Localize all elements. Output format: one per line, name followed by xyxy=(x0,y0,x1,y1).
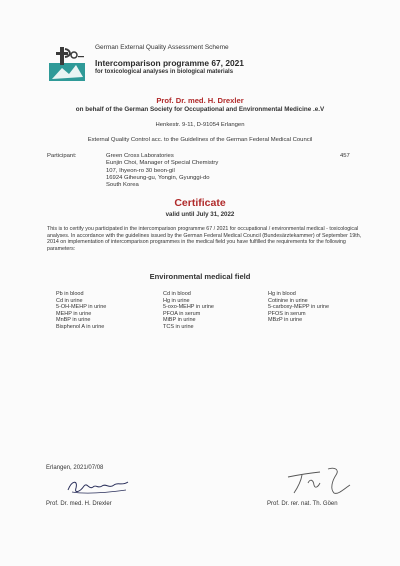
quality-control-note: External Quality Control acc. to the Guidelines of the German Federal Medical Council xyxy=(87,137,313,143)
parameter-item: MBzP in urine xyxy=(268,317,303,324)
programme-title: Intercomparison programme 67, 2021 xyxy=(95,58,244,68)
participant-address xyxy=(106,153,218,189)
parameter-item: TCS in urine xyxy=(163,323,194,330)
parameter-item: Cd in urine xyxy=(56,297,83,304)
valid-until: valid until July 31, 2022 xyxy=(165,211,235,218)
signature-left xyxy=(64,474,134,498)
certification-paragraph: This is to certify you participated in the intercomparison programme 67 / 2021 for occupational / environmental medical - toxicological analyses. In accordance with the guidelines issued by the German Federal Medical Council (Bundesärztekammer) of September 19th, 2014 on implementation of intercomparison programmes in the medical field you have fulfilled the requirements for the following parameters: xyxy=(47,226,362,252)
scheme-name: German External Quality Assessment Scheme xyxy=(95,44,229,51)
logo-icon xyxy=(46,44,88,84)
parameter-item: Cotinine in urine xyxy=(268,297,308,304)
parameter-item: Pb in blood xyxy=(56,291,84,297)
field-title: Environmental medical field xyxy=(149,272,251,281)
parameter-item: PFOA in serum xyxy=(163,310,201,317)
participant-line: Eunjin Choi, Manager of Special Chemistry xyxy=(106,160,219,167)
left-signatory: Prof. Dr. med. H. Drexler xyxy=(46,501,112,507)
programme-subtitle: for toxicological analyses in biological materials xyxy=(95,69,234,75)
participant-line: 16924 Giheung-gu, Yongin, Gyunggi-do xyxy=(106,174,210,181)
participant-line: South Korea xyxy=(106,182,139,189)
parameter-item: MiBP in urine xyxy=(163,317,196,324)
right-signatory: Prof. Dr. rer. nat. Th. Göen xyxy=(267,501,338,507)
parameter-item: MEHP in urine xyxy=(56,310,92,317)
issuer-name: Prof. Dr. med. H. Drexler xyxy=(156,96,244,105)
parameter-item: Bisphenol A in urine xyxy=(56,323,105,330)
parameter-item: 5-oxo-MEHP in urine xyxy=(163,304,214,311)
participant-number: 457 xyxy=(340,153,350,159)
parameter-item: 5-carboxy-MEPP in urine xyxy=(268,304,330,311)
parameter-column-3 xyxy=(268,291,329,324)
parameter-item: 5-OH-MEHP in urine xyxy=(56,304,107,311)
participant-label: Participant: xyxy=(47,153,77,159)
parameter-item: MnBP in urine xyxy=(56,317,91,324)
parameter-item: Hg in urine xyxy=(163,297,190,304)
issuer-address: Henkestr. 9-11, D-91054 Erlangen xyxy=(155,122,245,128)
parameter-column-1 xyxy=(56,291,106,331)
parameter-column-2 xyxy=(163,291,214,331)
participant-line: 107, Ihyeon-ro 30 beon-gil xyxy=(106,167,175,174)
place-date: Erlangen, 2021/07/08 xyxy=(46,465,104,471)
parameter-item: PFOS in serum xyxy=(268,310,306,317)
issuer-society: on behalf of the German Society for Occupational and Environmental Medicine .e.V xyxy=(75,106,325,113)
signature-right xyxy=(284,463,354,497)
parameter-item: Hg in blood xyxy=(268,291,296,297)
certificate-title: Certificate xyxy=(174,197,226,209)
parameter-item: Cd in blood xyxy=(163,291,191,297)
participant-line: Green Cross Laboratories xyxy=(106,153,174,159)
